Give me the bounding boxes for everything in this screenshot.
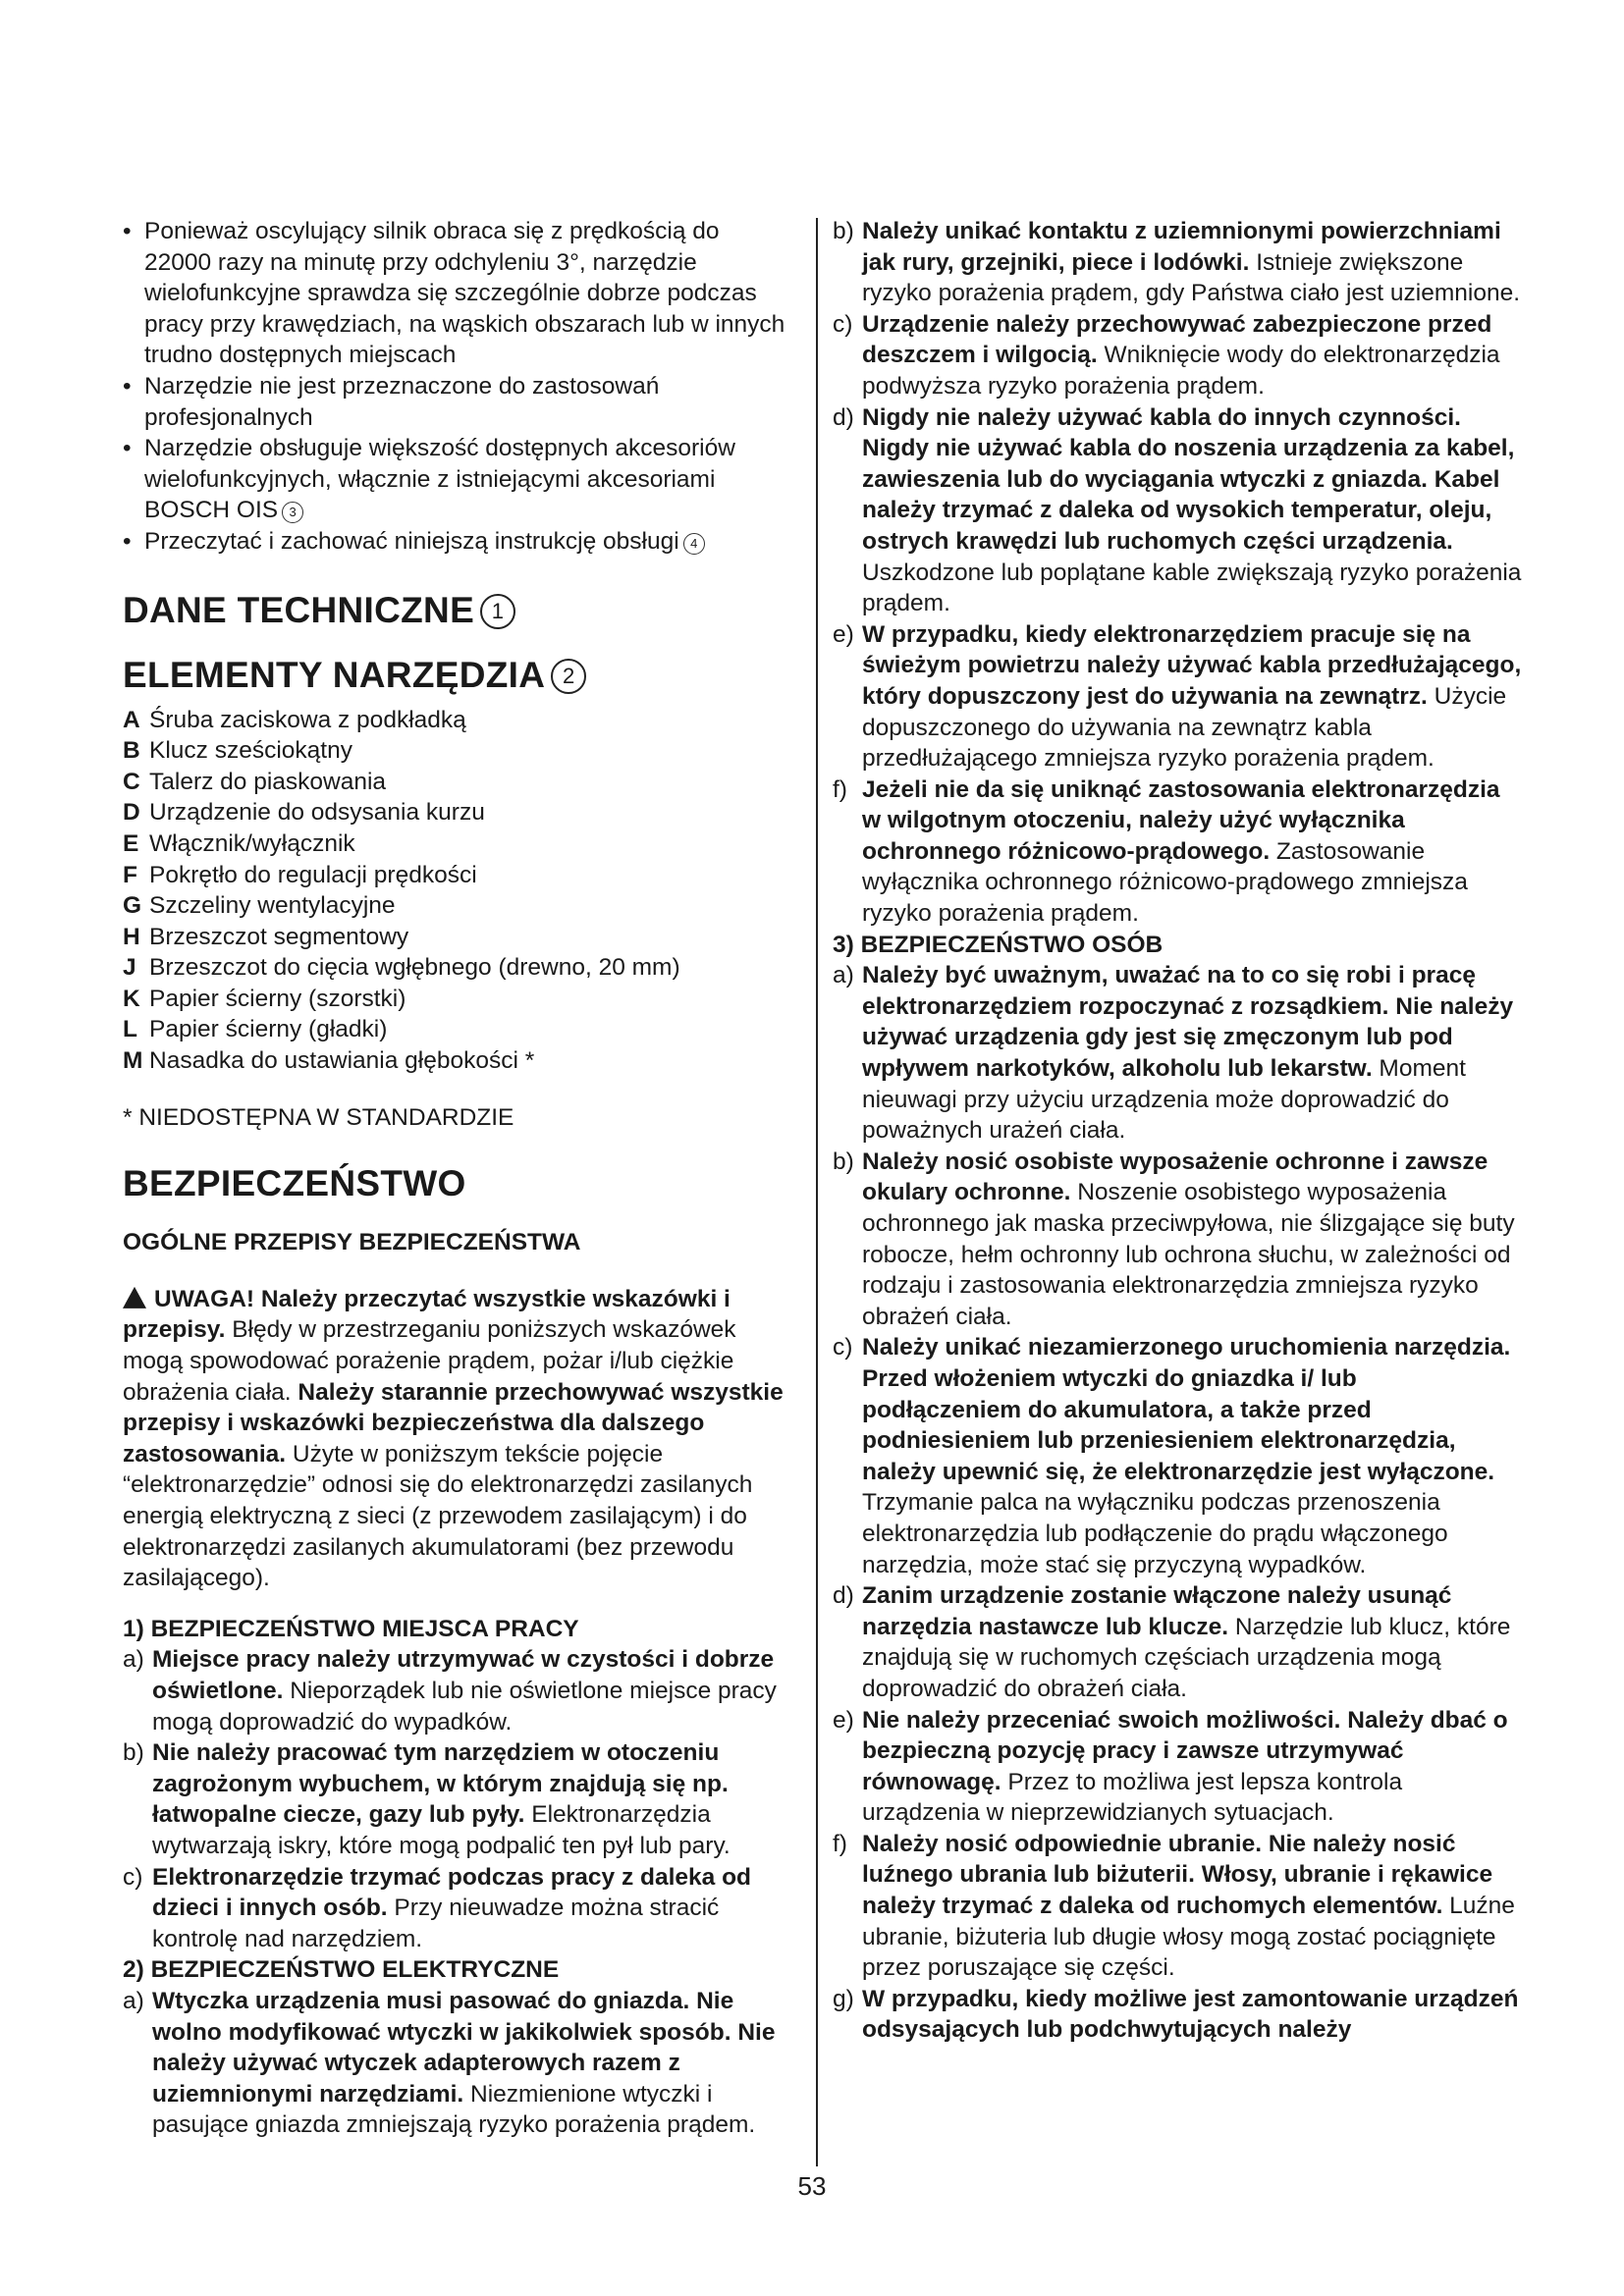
rule-item: e) Nie należy przeceniać swoich możliwości. Należy dbać o bezpieczną pozycję pracy i zawsze utrzymywać równowagę. Przez to możliwa jest lepsza kontrola urządzenia w nieprzewidzianych sytuacjach.	[833, 1706, 1508, 1827]
rule-item: b) Należy unikać kontaktu z uziemnionymi powierzchniami jak rury, grzejniki, piece i lodówki. Istnieje zwiększone ryzyko porażenia prądem, gdy Państwa ciało jest uziemnione.	[833, 218, 1521, 307]
heading-tool-elements: ELEMENTY NARZĘDZIA 2	[123, 652, 790, 699]
list-item: D Urządzenie do odsysania kurzu	[123, 799, 485, 827]
rule-item: a) Wtyczka urządzenia musi pasować do gniazda. Nie wolno modyfikować wtyczki w jakikolwiek sposób. Nie należy używać wtyczek adapterowych razem z uziemnionymi narzędziami. Niezmienione wtyczki i pasujące gniazda zmniejszają ryzyko porażenia prądem.	[123, 1987, 776, 2139]
warning-icon	[123, 1287, 146, 1308]
section-1-title: 1) BEZPIECZEŃSTWO MIEJSCA PRACY	[123, 1615, 579, 1642]
list-item: K Papier ścierny (szorstki)	[123, 985, 406, 1012]
bullet-text: Ponieważ oscylujący silnik obraca się z prędkością do 22000 razy na minutę przy odchyleniu 3°, narzędzie wielofunkcyjne sprawdza się szczególnie dobrze podczas pracy przy krawędziach, na wąskich obszarach lub w innych trudno dostępnych miejscach	[144, 218, 785, 369]
figure-ref-4: 4	[683, 533, 705, 555]
right-column	[833, 216, 1522, 2046]
list-item: A Śruba zaciskowa z podkładką	[123, 706, 466, 733]
list-item: J Brzeszczot do cięcia wgłębnego (drewno, 20 mm)	[123, 954, 680, 982]
figure-ref-2: 2	[551, 659, 586, 694]
rule-item: g) W przypadku, kiedy możliwe jest zamontowanie urządzeń odsysających lub podchwytujących należy	[833, 1985, 1519, 2044]
rule-item: b) Należy nosić osobiste wyposażenie ochronne i zawsze okulary ochronne. Noszenie osobistego wyposażenia ochronnego jak maska przeciwpyłowa, nie ślizgające się buty robocze, hełm ochronny lub ochrona słuchu, w zależności od rodzaju i zastosowania elektronarzędzia zmniejsza ryzyko obrażeń ciała.	[833, 1148, 1515, 1330]
column-divider	[816, 218, 818, 2166]
figure-ref-1: 1	[480, 594, 515, 629]
list-item: L Papier ścierny (gładki)	[123, 1016, 388, 1043]
rule-item: f) Jeżeli nie da się uniknąć zastosowania elektronarzędzia w wilgotnym otoczeniu, należy użyć wyłącznika ochronnego różnicowo-prądowego. Zastosowanie wyłącznika ochronnego różnicowo-prądowego zmniejsza ryzyko porażenia prądem.	[833, 775, 1500, 928]
heading-technical-data: DANE TECHNICZNE 1	[123, 587, 790, 634]
rule-item: c) Urządzenie należy przechowywać zabezpieczone przed deszczem i wilgocią. Wniknięcie wody do elektronarzędzia podwyższa ryzyko porażenia prądem.	[833, 310, 1500, 400]
section-2-title: 2) BEZPIECZEŃSTWO ELEKTRYCZNE	[123, 1956, 560, 1984]
not-standard-note: * NIEDOSTĘPNA W STANDARDZIE	[123, 1103, 514, 1131]
rule-item: a) Miejsce pracy należy utrzymywać w czystości i dobrze oświetlone. Nieporządek lub nie oświetlone miejsce pracy mogą doprowadzić do wypadków.	[123, 1646, 777, 1735]
general-rules-title: OGÓLNE PRZEPISY BEZPIECZEŃSTWA	[123, 1229, 581, 1256]
rule-item: a) Należy być uważnym, uważać na to co się robi i pracę elektronarzędziem rozpoczynać z rozsądkiem. Nie należy używać urządzenia gdy jest się zmęczonym lub pod wpływem narkotyków, alkoholu lub lekarstw. Moment nieuwagi przy użyciu urządzenia może doprowadzić do poważnych urażeń ciała.	[833, 962, 1514, 1145]
heading-safety: BEZPIECZEŃSTWO	[123, 1163, 466, 1204]
bullet-text: Narzędzie nie jest przeznaczone do zastosowań profesjonalnych	[144, 372, 660, 431]
rule-item: d) Zanim urządzenie zostanie włączone należy usunąć narzędzia nastawcze lub klucze. Narzędzie lub klucz, które znajdują się w ruchomych częściach urządzenia mogą doprowadzić do obrażeń ciała.	[833, 1582, 1511, 1702]
bullet-text: Przeczytać i zachować niniejszą instrukcję obsługi	[144, 527, 679, 555]
list-item: G Szczeliny wentylacyjne	[123, 892, 396, 920]
list-item: B Klucz sześciokątny	[123, 737, 352, 765]
left-column	[123, 216, 790, 2141]
warning-paragraph: UWAGA! Należy przeczytać wszystkie wskazówki i przepisy. Błędy w przestrzeganiu poniższych wskazówek mogą spowodować porażenie prądem, pożar i/lub ciężkie obrażenia ciała. Należy starannie przechowywać wszystkie przepisy i wskazówki bezpieczeństwa dla dalszego zastosowania. Użyte w poniższym tekście pojęcie “elektronarzędzie” odnosi się do elektronarzędzi zasilanych energią elektryczną z sieci (z przewodem zasilającym) i do elektronarzędzi zasilanych akumulatorami (bez przewodu zasilającego).	[123, 1285, 784, 1592]
elements-list	[123, 705, 790, 1077]
section-3-title: 3) BEZPIECZEŃSTWO OSÓB	[833, 931, 1164, 958]
figure-ref-3: 3	[282, 502, 303, 523]
feature-bullet	[123, 216, 790, 371]
list-item: C Talerz do piaskowania	[123, 768, 387, 795]
feature-bullet	[123, 433, 790, 526]
rule-item: f) Należy nosić odpowiednie ubranie. Nie należy nosić luźnego ubrania lub biżuterii. Włosy, ubranie i rękawice należy trzymać z daleka od ruchomych elementów. Luźne ubranie, biżuteria lub długie włosy mogą zostać pociągnięte przez poruszające się części.	[833, 1830, 1515, 1982]
list-item: M Nasadka do ustawiania głębokości *	[123, 1047, 535, 1075]
feature-bullet	[123, 371, 790, 433]
rule-item: b) Nie należy pracować tym narzędziem w otoczeniu zagrożonym wybuchem, w którym znajdują się np. łatwopalne ciecze, gazy lub pyły. Elektronarzędzia wytwarzają iskry, które mogą podpalić ten pył lub pary.	[123, 1739, 731, 1859]
rule-item: e) W przypadku, kiedy elektronarzędziem pracuje się na świeżym powietrzu należy używać kabla przedłużającego, który dopuszczony jest do używania na zewnątrz. Użycie dopuszczonego do używania na zewnątrz kabla przedłużającego zmniejsza ryzyko porażenia prądem.	[833, 620, 1522, 773]
rule-item: d) Nigdy nie należy używać kabla do innych czynności. Nigdy nie używać kabla do noszenia urządzenia za kabel, zawieszenia lub do wyciągania wtyczki z gniazda. Kabel należy trzymać z daleka od wysokich temperatur, oleju, ostrych krawędzi lub ruchomych części urządzenia. Uszkodzone lub poplątane kable zwiększają ryzyko porażenia prądem.	[833, 403, 1522, 617]
page-number: 53	[797, 2171, 827, 2201]
bullet-text: Narzędzie obsługuje większość dostępnych akcesoriów wielofunkcyjnych, włącznie z istniejącymi akcesoriami BOSCH OIS	[144, 435, 735, 524]
rule-item: c) Elektronarzędzie trzymać podczas pracy z daleka od dzieci i innych osób. Przy nieuwadze można stracić kontrolę nad narzędziem.	[123, 1863, 752, 1952]
list-item: H Brzeszczot segmentowy	[123, 923, 409, 950]
feature-bullet	[123, 526, 790, 558]
rule-item: c) Należy unikać niezamierzonego uruchomienia narzędzia. Przed włożeniem wtyczki do gniazdka i/ lub podłączeniem do akumulatora, a także przed podniesieniem lub przeniesieniem elektronarzędzia, należy upewnić się, że elektronarzędzie jest wyłączone. Trzymanie palca na wyłączniku podczas przenoszenia elektronarzędzia lub podłączenie do prądu włączonego narzędzia, może stać się przyczyną wypadków.	[833, 1334, 1511, 1578]
list-item: E Włącznik/wyłącznik	[123, 829, 355, 857]
list-item: F Pokrętło do regulacji prędkości	[123, 861, 477, 888]
